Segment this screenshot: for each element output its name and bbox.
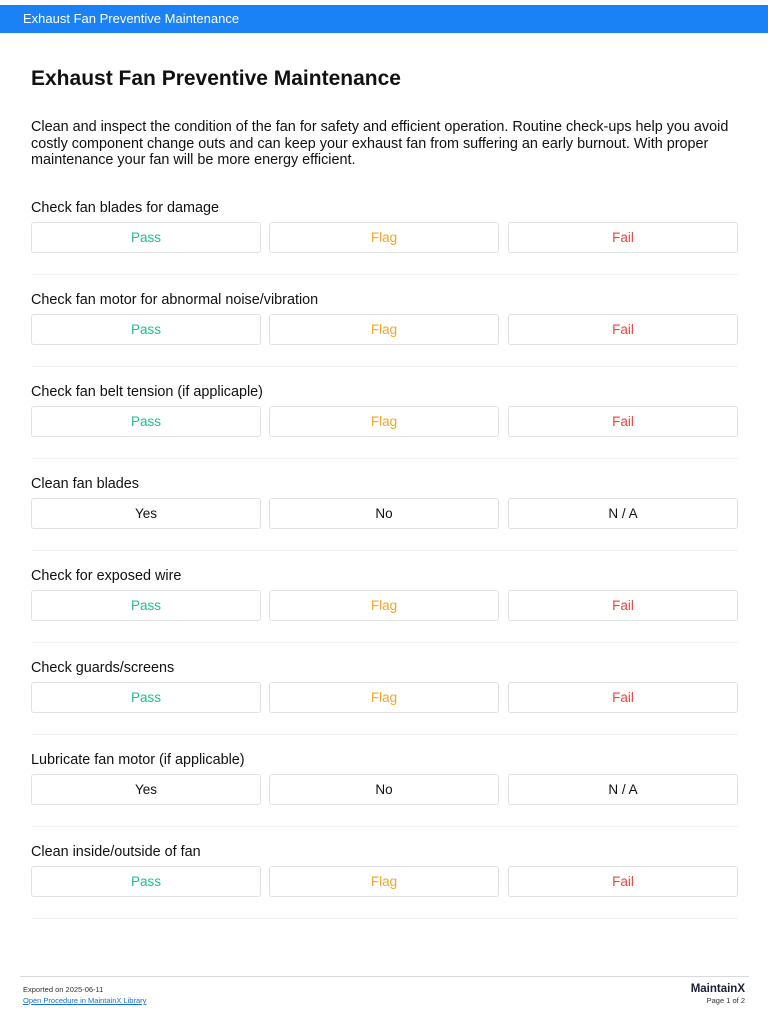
option-group bbox=[31, 314, 738, 345]
checklist-item-fan-blades-damage bbox=[31, 199, 738, 291]
option-group bbox=[31, 774, 738, 805]
checklist-item-label: Check guards/screens bbox=[31, 660, 175, 676]
yes-button[interactable]: Yes bbox=[31, 498, 261, 529]
flag-button[interactable]: Flag bbox=[269, 682, 499, 713]
divider bbox=[31, 642, 738, 643]
checklist-item-label: Clean inside/outside of fan bbox=[31, 844, 201, 860]
pass-button[interactable]: Pass bbox=[31, 590, 261, 621]
checklist-item-exposed-wire bbox=[31, 567, 738, 659]
divider bbox=[31, 274, 738, 275]
checklist-item-belt-tension bbox=[31, 383, 738, 475]
yes-button[interactable]: Yes bbox=[31, 774, 261, 805]
fail-button[interactable]: Fail bbox=[508, 866, 738, 897]
checklist-item-label: Check for exposed wire bbox=[31, 568, 182, 584]
header-bar-title: Exhaust Fan Preventive Maintenance bbox=[23, 11, 240, 26]
option-group bbox=[31, 498, 738, 529]
footer-divider bbox=[20, 976, 749, 977]
export-date: Exported on 2025-06-11 bbox=[23, 985, 104, 994]
option-group bbox=[31, 866, 738, 897]
fail-button[interactable]: Fail bbox=[508, 590, 738, 621]
option-group bbox=[31, 682, 738, 713]
checklist-item-label: Lubricate fan motor (if applicable) bbox=[31, 752, 245, 768]
checklist-item-clean-fan-blades bbox=[31, 475, 738, 567]
checklist-item-fan-motor-noise bbox=[31, 291, 738, 383]
no-button[interactable]: No bbox=[269, 774, 499, 805]
checklist-item-guards-screens bbox=[31, 659, 738, 751]
maintainx-logo: MaintainX bbox=[690, 983, 745, 995]
flag-button[interactable]: Flag bbox=[269, 590, 499, 621]
flag-button[interactable]: Flag bbox=[269, 314, 499, 345]
checklist-item-label: Check fan motor for abnormal noise/vibration bbox=[31, 292, 319, 308]
checklist-item-lubricate-motor bbox=[31, 751, 738, 843]
flag-button[interactable]: Flag bbox=[269, 866, 499, 897]
flag-button[interactable]: Flag bbox=[269, 406, 499, 437]
fail-button[interactable]: Fail bbox=[508, 222, 738, 253]
na-button[interactable]: N / A bbox=[508, 498, 738, 529]
no-button[interactable]: No bbox=[269, 498, 499, 529]
option-group bbox=[31, 590, 738, 621]
divider bbox=[31, 366, 738, 367]
pass-button[interactable]: Pass bbox=[31, 222, 261, 253]
divider bbox=[31, 826, 738, 827]
open-procedure-link[interactable]: Open Procedure in MaintainX Library bbox=[23, 996, 147, 1005]
pass-button[interactable]: Pass bbox=[31, 682, 261, 713]
fail-button[interactable]: Fail bbox=[508, 682, 738, 713]
pass-button[interactable]: Pass bbox=[31, 314, 261, 345]
na-button[interactable]: N / A bbox=[508, 774, 738, 805]
checklist-item-label: Check fan belt tension (if applicaple) bbox=[31, 384, 263, 400]
divider bbox=[31, 458, 738, 459]
flag-button[interactable]: Flag bbox=[269, 222, 499, 253]
page-number: Page 1 of 2 bbox=[706, 996, 745, 1005]
pass-button[interactable]: Pass bbox=[31, 866, 261, 897]
pass-button[interactable]: Pass bbox=[31, 406, 261, 437]
page-title: Exhaust Fan Preventive Maintenance bbox=[31, 67, 401, 90]
checklist-item-clean-fan bbox=[31, 843, 738, 935]
header-bar bbox=[0, 5, 768, 33]
procedure-description: Clean and inspect the condition of the fan for safety and efficient operation. Routine check-ups help you avoid costly component change outs and can keep your exhaust fan from suffering an early burnout. With proper maintenance your fan will be more energy efficient. bbox=[31, 119, 729, 168]
divider bbox=[31, 550, 738, 551]
option-group bbox=[31, 222, 738, 253]
checklist-item-label: Clean fan blades bbox=[31, 476, 140, 492]
fail-button[interactable]: Fail bbox=[508, 314, 738, 345]
option-group bbox=[31, 406, 738, 437]
divider bbox=[31, 918, 738, 919]
fail-button[interactable]: Fail bbox=[508, 406, 738, 437]
checklist-item-label: Check fan blades for damage bbox=[31, 200, 219, 216]
divider bbox=[31, 734, 738, 735]
